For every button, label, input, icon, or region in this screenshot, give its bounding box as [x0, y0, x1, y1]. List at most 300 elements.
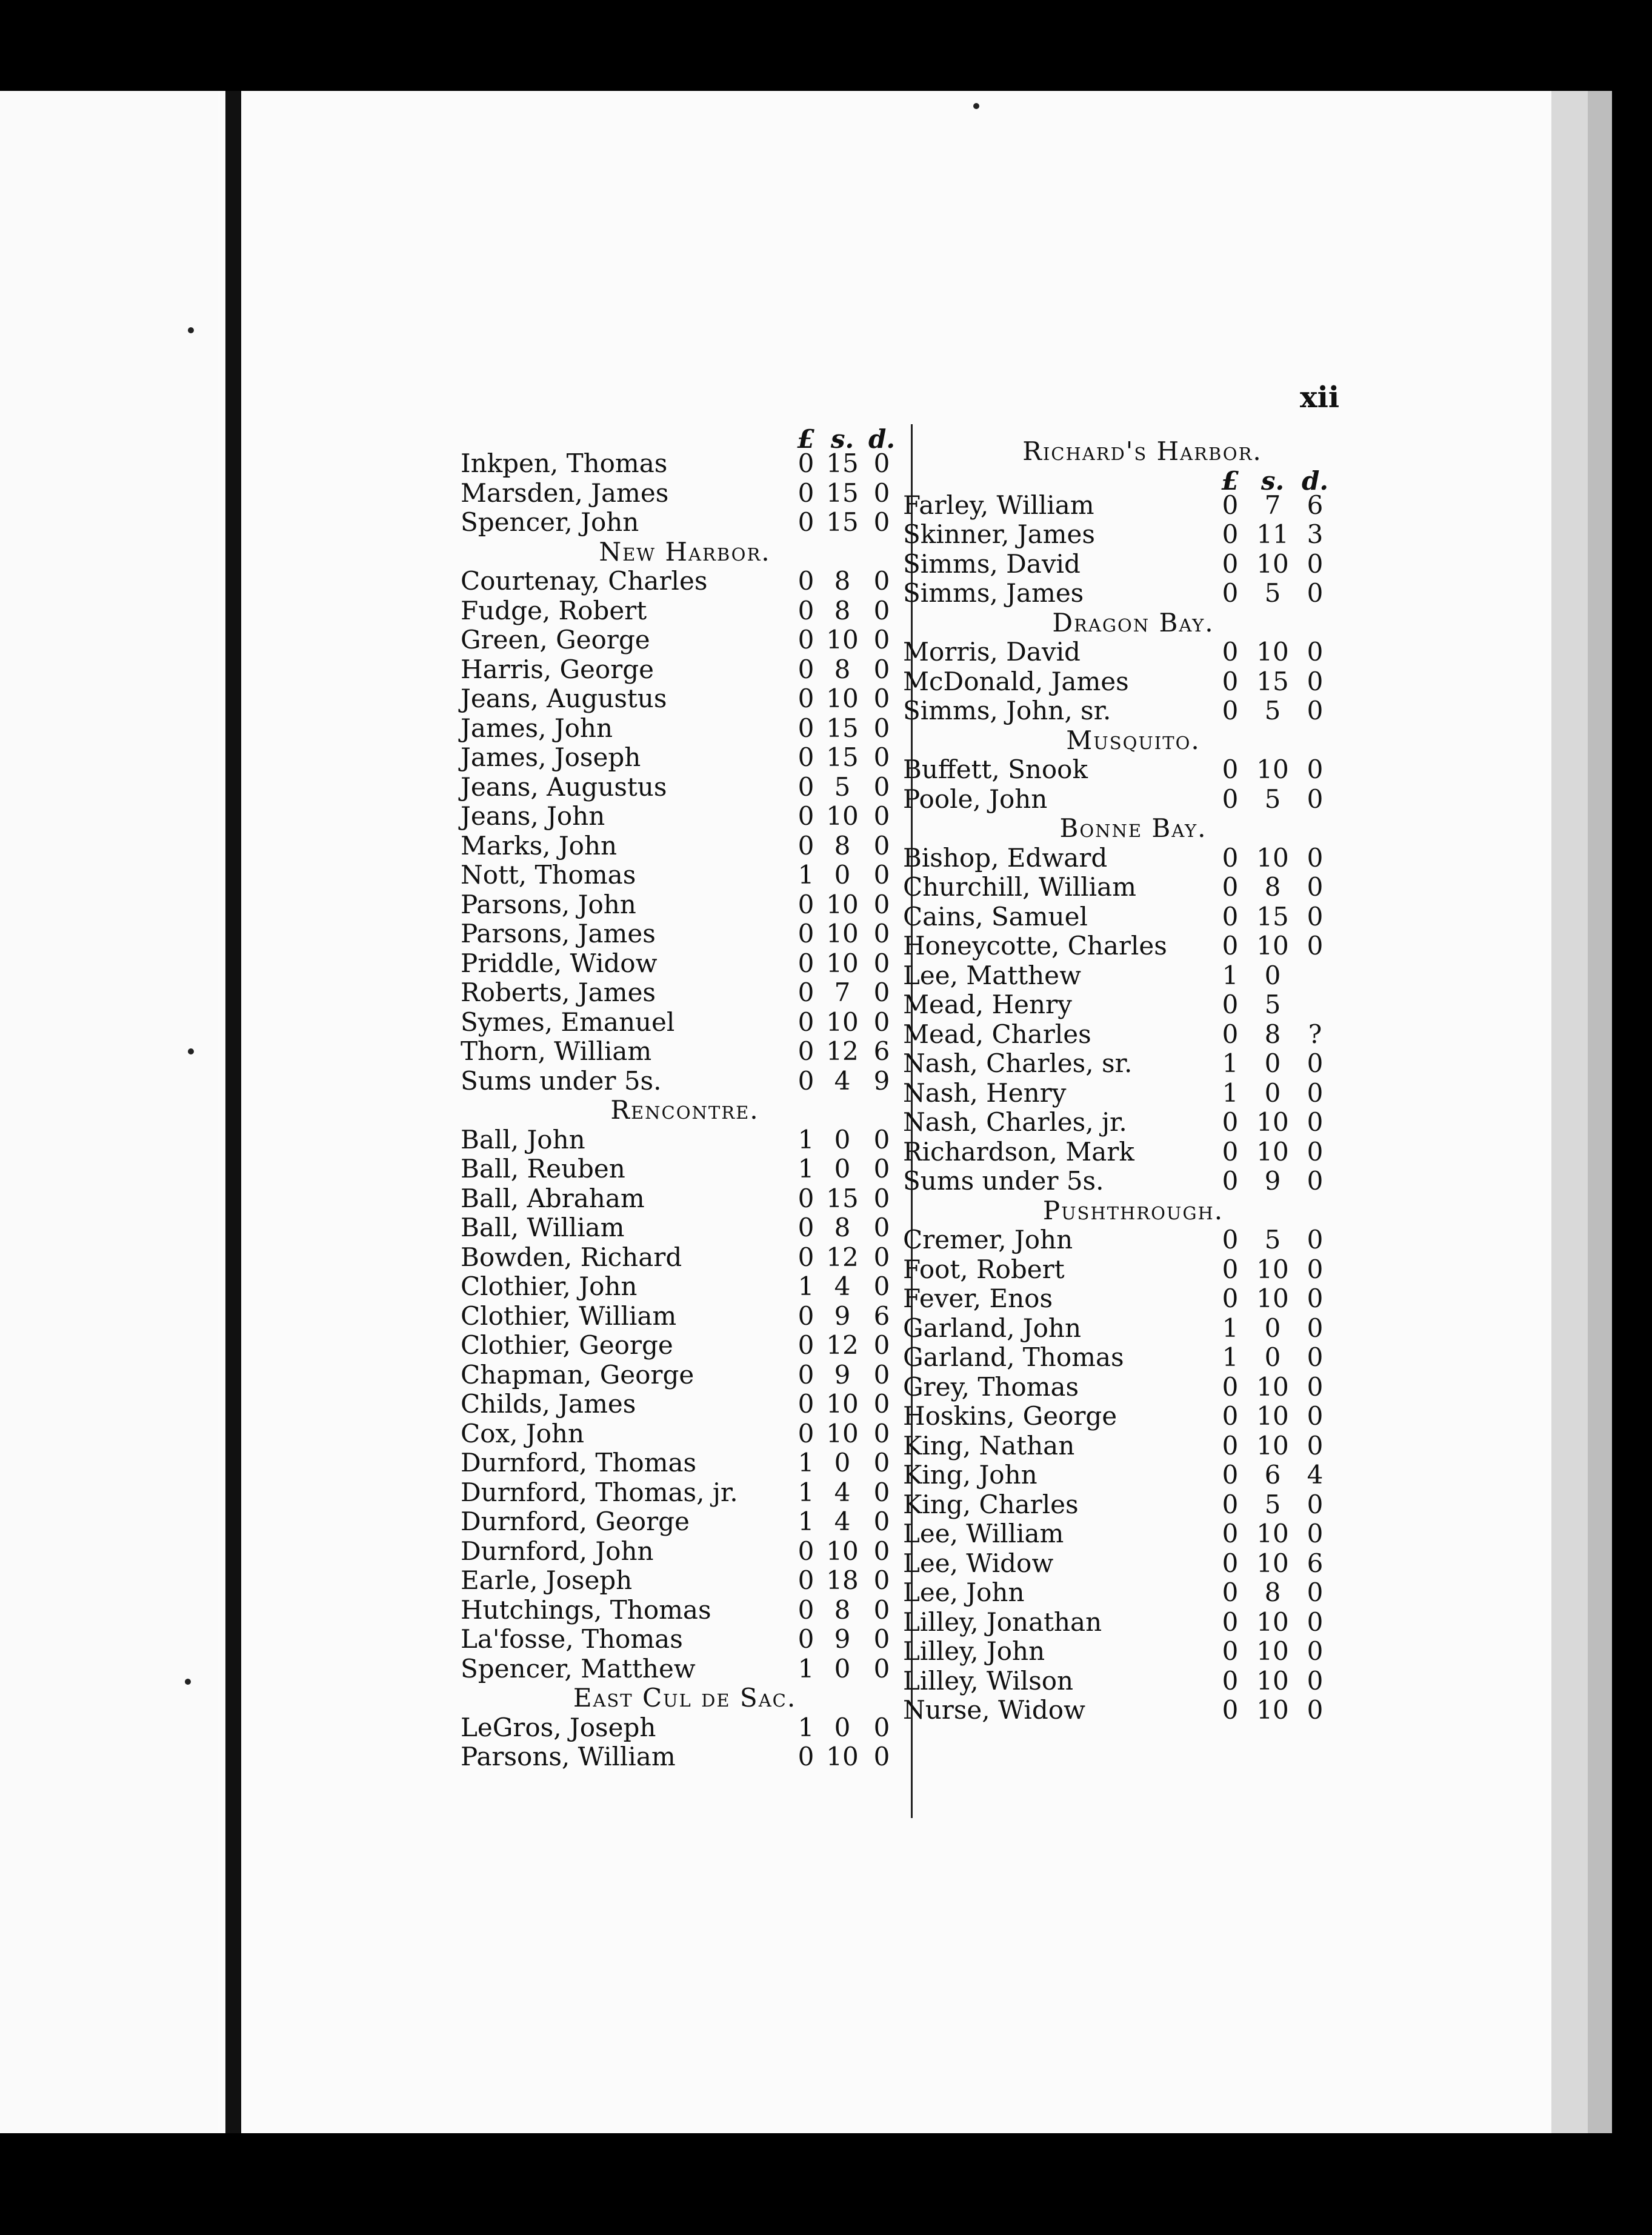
table-row: [461, 1595, 909, 1625]
pence-value: 0: [1307, 842, 1324, 873]
left-sections: [461, 537, 909, 1771]
table-row: [461, 1301, 909, 1331]
pence-value: 0: [1307, 696, 1324, 725]
shillings-value: 5: [834, 771, 851, 802]
shillings-value: 5: [1264, 578, 1281, 608]
table-row: [461, 1330, 909, 1360]
pounds-value: 0: [798, 1624, 814, 1654]
pence-value: 0: [873, 889, 890, 919]
pence-value: ?: [1308, 1019, 1322, 1049]
entry-name: Roberts, James: [461, 978, 656, 1007]
entry-name: Durnford, John: [461, 1536, 654, 1566]
entry-name: Thorn, William: [461, 1036, 652, 1066]
pence-value: 0: [873, 1477, 890, 1507]
entry-name: La'fosse, Thomas: [461, 1624, 683, 1654]
table-row: [461, 448, 909, 478]
shillings-value: 10: [1256, 1107, 1289, 1137]
table-row: [903, 872, 1364, 902]
speck-mark: [185, 1679, 191, 1685]
pounds-value: 0: [798, 771, 814, 802]
pounds-value: 0: [1222, 1695, 1239, 1725]
entry-name: Lee, John: [903, 1577, 1025, 1607]
shillings-value: 4: [834, 1271, 851, 1301]
shillings-value: 15: [826, 742, 859, 772]
shillings-value: 7: [1264, 490, 1281, 520]
pounds-value: 0: [798, 1330, 814, 1360]
table-row: [903, 961, 1364, 990]
entry-name: Grey, Thomas: [903, 1371, 1079, 1402]
entry-name: King, Nathan: [903, 1430, 1075, 1461]
entry-name: Parsons, John: [461, 889, 636, 919]
entry-name: Spencer, John: [461, 507, 639, 537]
shillings-value: 4: [834, 1065, 851, 1096]
shillings-value: 8: [1264, 1019, 1281, 1049]
table-row: [903, 1548, 1364, 1578]
entry-name: Simms, James: [903, 578, 1084, 608]
pence-value: 0: [1307, 1665, 1324, 1696]
pence-value: 0: [873, 1653, 890, 1684]
table-row: [461, 1419, 909, 1448]
entry-name: Parsons, James: [461, 919, 656, 948]
entry-name: King, Charles: [903, 1489, 1079, 1519]
shillings-value: 10: [826, 625, 859, 655]
entry-name: Buffett, Snook: [903, 754, 1088, 784]
entry-name: Cains, Samuel: [903, 901, 1088, 931]
pounds-value: 0: [1222, 1019, 1239, 1049]
units-header: [903, 465, 1364, 496]
pounds-value: 0: [798, 448, 814, 478]
pence-value: 0: [1307, 666, 1324, 696]
shillings-value: 9: [834, 1624, 851, 1654]
shillings-value: 11: [1256, 519, 1289, 549]
table-row: [903, 1137, 1364, 1167]
table-row: [903, 637, 1364, 667]
entry-name: Green, George: [461, 625, 650, 655]
pounds-value: 1: [798, 1271, 814, 1301]
table-row: [903, 1313, 1364, 1343]
pounds-value: 0: [798, 919, 814, 948]
pounds-value: 0: [1222, 1371, 1239, 1402]
pence-value: 0: [873, 1418, 890, 1448]
table-row: [461, 478, 909, 508]
pounds-value: 0: [798, 1742, 814, 1771]
entry-name: Childs, James: [461, 1389, 636, 1419]
shillings-value: 10: [1256, 1371, 1289, 1402]
pounds-value: 1: [798, 860, 814, 890]
page-number: xii: [1300, 381, 1340, 415]
pounds-value: 0: [1222, 990, 1239, 1019]
pounds-value: 1: [798, 1154, 814, 1184]
shillings-value: 9: [834, 1301, 851, 1331]
entry-name: Chapman, George: [461, 1359, 694, 1390]
entry-name: Mead, Charles: [903, 1019, 1091, 1049]
shillings-value: 10: [1256, 548, 1289, 579]
speck-mark: [188, 327, 194, 333]
pounds-value: 0: [1222, 519, 1239, 549]
entry-name: Nott, Thomas: [461, 860, 636, 890]
pounds-value: 0: [798, 1065, 814, 1096]
pence-value: 0: [873, 860, 890, 890]
shillings-value: 0: [834, 1653, 851, 1684]
shillings-value: 15: [826, 448, 859, 478]
pence-value: 0: [873, 1007, 890, 1037]
table-row: [903, 696, 1364, 725]
shillings-value: 8: [1264, 872, 1281, 902]
table-row: [461, 1742, 909, 1771]
shillings-value: 6: [1264, 1460, 1281, 1490]
table-row: [903, 1431, 1364, 1461]
table-row: [461, 1154, 909, 1184]
table-row: [903, 490, 1364, 520]
entry-name: Parsons, William: [461, 1742, 676, 1771]
table-row: [903, 1666, 1364, 1696]
pounds-value: 0: [1222, 1460, 1239, 1490]
table-row: [461, 772, 909, 802]
pence-value: 0: [873, 713, 890, 743]
pence-value: 0: [1307, 931, 1324, 961]
shillings-value: 9: [834, 1359, 851, 1390]
shillings-value: 15: [826, 1183, 859, 1213]
entry-name: Bishop, Edward: [903, 842, 1108, 873]
table-row: [903, 519, 1364, 549]
table-row: [461, 890, 909, 919]
table-row: [461, 1066, 909, 1096]
pounds-value: 1: [1222, 1078, 1239, 1108]
entry-name: McDonald, James: [903, 666, 1129, 696]
pounds-value: 0: [798, 478, 814, 508]
table-row: [903, 1078, 1364, 1108]
shillings-value: 10: [1256, 637, 1289, 667]
shillings-value: 10: [826, 889, 859, 919]
entry-name: Poole, John: [903, 784, 1048, 814]
speck-mark: [973, 103, 979, 109]
entry-name: Harris, George: [461, 654, 654, 684]
shillings-value: 5: [1264, 784, 1281, 814]
pounds-value: 0: [1222, 901, 1239, 931]
pence-value: 0: [1307, 1284, 1324, 1313]
pence-value: 0: [1307, 1078, 1324, 1108]
pounds-value: 0: [798, 713, 814, 743]
entry-name: Marks, John: [461, 830, 618, 861]
pence-value: 0: [1307, 901, 1324, 931]
entry-name: James, Joseph: [461, 742, 641, 772]
pounds-value: 0: [1222, 578, 1239, 608]
table-row: [461, 1448, 909, 1477]
pence-value: 0: [1307, 1607, 1324, 1637]
pounds-value: 0: [1222, 1107, 1239, 1137]
pounds-value: 0: [1222, 666, 1239, 696]
pounds-value: 0: [798, 948, 814, 978]
table-row: [461, 1477, 909, 1507]
pounds-value: 0: [798, 1418, 814, 1448]
pence-value: 6: [1307, 1548, 1324, 1578]
shillings-value: 10: [1256, 1284, 1289, 1313]
shillings-value: 10: [826, 919, 859, 948]
pence-value: 0: [1307, 872, 1324, 902]
table-row: [461, 596, 909, 625]
pounds-value: 0: [798, 654, 814, 684]
pounds-value: 0: [1222, 1489, 1239, 1519]
pounds-value: 0: [1222, 872, 1239, 902]
entry-name: Hutchings, Thomas: [461, 1594, 711, 1625]
pence-value: 0: [1307, 1489, 1324, 1519]
pence-value: 0: [1307, 1136, 1324, 1167]
table-row: [461, 507, 909, 537]
entry-name: Spencer, Matthew: [461, 1653, 696, 1684]
shillings-value: 10: [826, 1418, 859, 1448]
entry-name: Symes, Emanuel: [461, 1007, 675, 1037]
pence-value: 0: [1307, 637, 1324, 667]
pounds-value: 0: [798, 625, 814, 655]
entry-name: Nurse, Widow: [903, 1695, 1085, 1725]
pounds-value: 0: [798, 1536, 814, 1566]
table-row: [461, 684, 909, 713]
pence-value: 0: [1307, 1342, 1324, 1372]
entry-name: Lilley, Wilson: [903, 1665, 1074, 1696]
shillings-value: 10: [1256, 1519, 1289, 1548]
pounds-value: 1: [1222, 1313, 1239, 1343]
entry-name: Ball, Abraham: [461, 1183, 645, 1213]
pounds-value: 0: [1222, 1519, 1239, 1548]
table-row: [903, 754, 1364, 784]
entry-name: Sums under 5s.: [903, 1166, 1104, 1196]
page-edge-shadow: [1588, 91, 1612, 2133]
pounds-value: 0: [798, 830, 814, 861]
pence-value: 0: [1307, 1430, 1324, 1461]
table-row: [903, 843, 1364, 873]
table-row: [461, 1036, 909, 1066]
shillings-value: 7: [834, 978, 851, 1007]
table-row: [461, 978, 909, 1007]
pence-value: 0: [873, 507, 890, 537]
table-row: [461, 1184, 909, 1213]
pence-value: 0: [1307, 754, 1324, 784]
shillings-value: 18: [826, 1565, 859, 1595]
table-row: [903, 1019, 1364, 1049]
shillings-value: 12: [826, 1242, 859, 1272]
pounds-value: 1: [798, 1124, 814, 1154]
pounds-value: 0: [1222, 1284, 1239, 1313]
table-row: [903, 667, 1364, 696]
table-row: [903, 1460, 1364, 1490]
table-row: [903, 1166, 1364, 1196]
pounds-value: 0: [798, 1183, 814, 1213]
entry-name: James, John: [461, 713, 613, 743]
pence-value: 0: [873, 1565, 890, 1595]
entry-name: Richardson, Mark: [903, 1136, 1134, 1167]
shillings-value: 0: [1264, 1313, 1281, 1343]
pounds-value: 0: [798, 978, 814, 1007]
shillings-value: 8: [834, 1594, 851, 1625]
pence-value: 3: [1307, 519, 1324, 549]
entry-name: Mead, Henry: [903, 990, 1072, 1019]
table-row: [461, 1624, 909, 1654]
shillings-value: 0: [1264, 1342, 1281, 1372]
pence-value: 0: [873, 1624, 890, 1654]
pounds-value: 1: [798, 1507, 814, 1536]
pence-value: 0: [873, 978, 890, 1007]
pence-value: 0: [1307, 1254, 1324, 1284]
entry-name: Jeans, John: [461, 801, 605, 831]
shillings-value: 10: [1256, 1430, 1289, 1461]
table-row: [461, 1565, 909, 1595]
entry-name: Lee, William: [903, 1519, 1064, 1548]
left-column: [461, 424, 909, 1771]
pence-value: 4: [1307, 1460, 1324, 1490]
pence-value: 0: [1307, 1371, 1324, 1402]
shillings-value: 15: [826, 713, 859, 743]
pounds-value: 0: [798, 1213, 814, 1242]
entry-name: Foot, Robert: [903, 1254, 1065, 1284]
pounds-value: 0: [1222, 754, 1239, 784]
pounds-value: 0: [798, 566, 814, 596]
shillings-value: 10: [1256, 1548, 1289, 1578]
shillings-value: 10: [1256, 754, 1289, 784]
pence-value: 0: [1307, 1166, 1324, 1196]
shillings-value: 9: [1264, 1166, 1281, 1196]
shillings-value: 5: [1264, 990, 1281, 1019]
shillings-value: 12: [826, 1036, 859, 1066]
pence-value: 0: [873, 1213, 890, 1242]
speck-mark: [188, 1048, 194, 1054]
pounds-value: 0: [798, 1007, 814, 1037]
table-row: [903, 1284, 1364, 1313]
pence-value: 0: [873, 771, 890, 802]
pence-value: 0: [1307, 1519, 1324, 1548]
table-row: [903, 1636, 1364, 1666]
table-row: [461, 860, 909, 890]
table-row: [903, 1695, 1364, 1725]
table-row: [461, 919, 909, 948]
shillings-value: 0: [834, 1712, 851, 1742]
pounds-value: 0: [1222, 842, 1239, 873]
pence-value: 0: [1307, 578, 1324, 608]
pounds-value: 1: [798, 1477, 814, 1507]
pence-value: 0: [1307, 1313, 1324, 1343]
table-row: [461, 1007, 909, 1037]
table-row: [461, 742, 909, 772]
pence-value: 0: [1307, 1401, 1324, 1431]
section-title: Pushthrough.: [1042, 1195, 1224, 1225]
entry-name: Bowden, Richard: [461, 1242, 682, 1272]
section-title: Bonne Bay.: [1059, 813, 1207, 843]
pounds-value: 0: [798, 1036, 814, 1066]
entry-name: Hoskins, George: [903, 1401, 1117, 1431]
table-row: [461, 1507, 909, 1536]
table-row: [461, 1213, 909, 1242]
pounds-value: 0: [1222, 1254, 1239, 1284]
entry-name: Clothier, George: [461, 1330, 673, 1360]
pence-value: 0: [873, 684, 890, 713]
section-title: Dragon Bay.: [1052, 607, 1214, 638]
shillings-unit: s.: [830, 424, 854, 454]
shillings-value: 4: [834, 1507, 851, 1536]
entry-name: Morris, David: [903, 637, 1081, 667]
pence-value: 0: [873, 1183, 890, 1213]
entry-name: Priddle, Widow: [461, 948, 658, 978]
shillings-value: 0: [1264, 1078, 1281, 1108]
shillings-value: 10: [826, 1742, 859, 1771]
shillings-value: 10: [1256, 1607, 1289, 1637]
pence-value: 0: [873, 566, 890, 596]
shillings-value: 8: [834, 566, 851, 596]
entry-name: Nash, Henry: [903, 1078, 1067, 1108]
table-row: [903, 1225, 1364, 1254]
pounds-value: 0: [1222, 1166, 1239, 1196]
shillings-value: 8: [834, 595, 851, 625]
table-row: [903, 1342, 1364, 1372]
pounds-value: 0: [1222, 931, 1239, 961]
pence-value: 0: [873, 1154, 890, 1184]
shillings-value: 8: [1264, 1577, 1281, 1607]
shillings-value: 4: [834, 1477, 851, 1507]
shillings-value: 8: [834, 1213, 851, 1242]
shillings-value: 10: [826, 1007, 859, 1037]
entry-name: Simms, John, sr.: [903, 696, 1111, 725]
pounds-value: 0: [798, 1594, 814, 1625]
pence-value: 6: [873, 1036, 890, 1066]
pounds-value: 0: [798, 1359, 814, 1390]
shillings-value: 15: [1256, 901, 1289, 931]
shillings-value: 0: [834, 860, 851, 890]
table-row: [461, 1242, 909, 1272]
pence-value: 0: [873, 948, 890, 978]
shillings-value: 10: [826, 1536, 859, 1566]
table-row: [903, 990, 1364, 1019]
shillings-value: 8: [834, 654, 851, 684]
entry-name: Inkpen, Thomas: [461, 448, 668, 478]
table-row: [461, 1389, 909, 1419]
pounds-value: 0: [1222, 1401, 1239, 1431]
pence-value: 0: [873, 1536, 890, 1566]
table-row: [461, 625, 909, 655]
right-sections: [903, 490, 1364, 1725]
pounds-value: 0: [1222, 1136, 1239, 1167]
pounds-value: 0: [798, 507, 814, 537]
binding-gutter: [225, 91, 241, 2133]
entry-name: Lilley, John: [903, 1636, 1045, 1666]
pounds-value: 1: [798, 1712, 814, 1742]
pounds-unit: £: [1221, 465, 1239, 496]
shillings-value: 10: [826, 948, 859, 978]
shillings-value: 10: [1256, 931, 1289, 961]
entry-name: Jeans, Augustus: [461, 684, 667, 713]
table-row: [903, 902, 1364, 931]
pence-value: 0: [873, 448, 890, 478]
pounds-value: 0: [798, 1565, 814, 1595]
pounds-value: 0: [798, 684, 814, 713]
entry-name: Skinner, James: [903, 519, 1095, 549]
pounds-unit: £: [797, 424, 815, 454]
pounds-value: 0: [798, 1389, 814, 1419]
table-row: [461, 1713, 909, 1742]
pence-value: 0: [873, 1507, 890, 1536]
pounds-value: 0: [1222, 784, 1239, 814]
section-title: Musquito.: [1066, 725, 1201, 755]
pence-value: 6: [873, 1301, 890, 1331]
shillings-value: 5: [1264, 696, 1281, 725]
entry-name: Fever, Enos: [903, 1284, 1053, 1313]
shillings-value: 15: [826, 507, 859, 537]
table-row: [461, 801, 909, 831]
table-row: [903, 784, 1364, 814]
table-row: [461, 655, 909, 684]
shillings-value: 5: [1264, 1225, 1281, 1254]
pounds-value: 0: [1222, 1577, 1239, 1607]
pounds-value: 1: [1222, 960, 1239, 990]
pounds-value: 0: [1222, 1665, 1239, 1696]
shillings-value: 10: [1256, 1401, 1289, 1431]
